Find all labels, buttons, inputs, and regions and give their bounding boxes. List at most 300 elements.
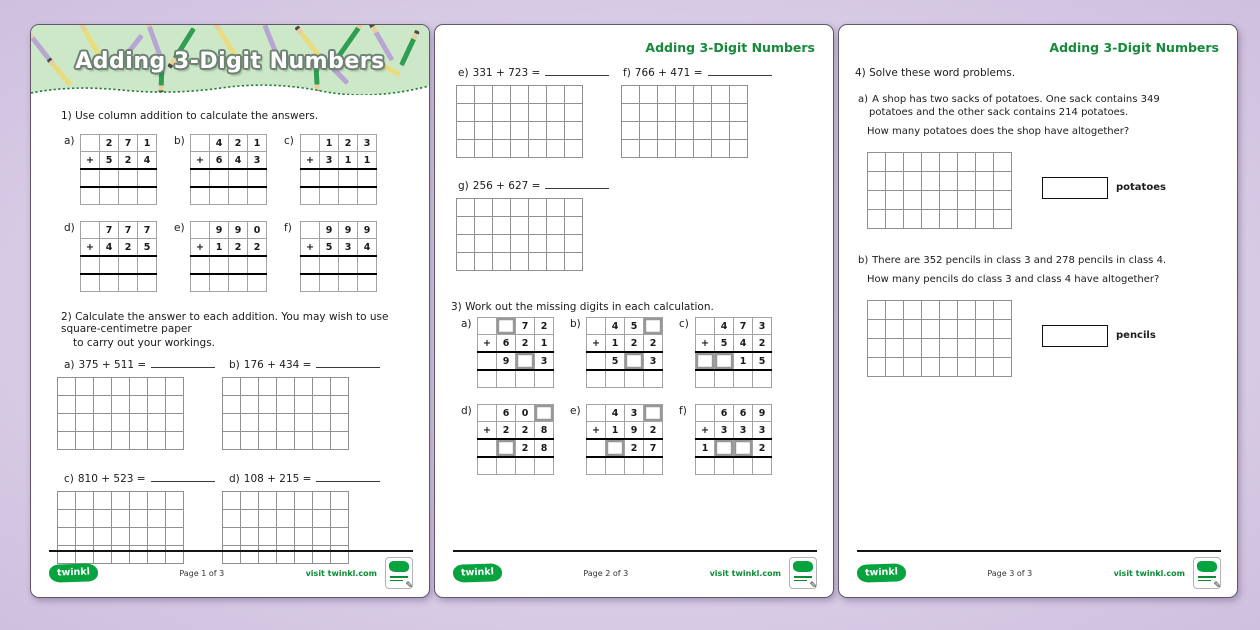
- digit-cell: [587, 318, 606, 335]
- grid-row: [696, 352, 772, 370]
- grid-cell: [994, 339, 1012, 358]
- digit-cell: 4: [210, 135, 229, 152]
- digit-cell: 1: [210, 239, 229, 257]
- plus-sign-cell: +: [587, 422, 606, 440]
- grid-row: [81, 187, 157, 205]
- grid-row: [81, 135, 157, 152]
- quality-badge: [1193, 557, 1221, 589]
- grid-row: [868, 172, 1012, 191]
- digit-cell: 3: [535, 352, 554, 370]
- page-header-title: Adding 3-Digit Numbers: [645, 40, 815, 55]
- problem-question: How many pencils do class 3 and class 4 have altogether?: [867, 274, 1160, 285]
- column-addition-grid: [695, 317, 772, 388]
- addition-working-block: [621, 65, 786, 158]
- problem-label: c): [679, 318, 689, 330]
- grid-row: [301, 256, 377, 274]
- digit-cell: 0: [516, 405, 535, 422]
- digit-cell: 2: [339, 135, 358, 152]
- digit-cell: 1: [248, 135, 267, 152]
- digit-cell: [320, 169, 339, 187]
- grid-cell: [58, 378, 76, 396]
- grid-cell: [112, 492, 130, 510]
- grid-cell: [640, 140, 658, 158]
- grid-cell: [148, 396, 166, 414]
- digit-cell: [734, 457, 753, 475]
- grid-cell: [940, 191, 958, 210]
- grid-row: [81, 222, 157, 239]
- addition-problem: [284, 221, 377, 292]
- grid-cell: [277, 432, 295, 450]
- grid-row: [301, 152, 377, 170]
- digit-cell: [358, 187, 377, 205]
- digit-cell: 2: [644, 422, 663, 440]
- digit-cell: 5: [320, 239, 339, 257]
- grid-row: [622, 122, 748, 140]
- page-number: Page 1 of 3: [179, 568, 225, 578]
- answer-unit: pencils: [1116, 330, 1156, 341]
- digit-cell: 1: [358, 152, 377, 170]
- grid-cell: [958, 172, 976, 191]
- missing-digit-box: [715, 439, 734, 457]
- grid-cell: [58, 414, 76, 432]
- grid-cell: [658, 122, 676, 140]
- grid-cell: [886, 153, 904, 172]
- grid-cell: [76, 414, 94, 432]
- grid-cell: [295, 414, 313, 432]
- digit-cell: 5: [753, 352, 772, 370]
- grid-row: [457, 86, 583, 104]
- answer-blank: [545, 65, 609, 76]
- grid-cell: [922, 153, 940, 172]
- digit-cell: [516, 457, 535, 475]
- grid-row: [191, 152, 267, 170]
- grid-cell: [223, 492, 241, 510]
- grid-cell: [565, 104, 583, 122]
- grid-row: [696, 405, 772, 422]
- digit-cell: [229, 169, 248, 187]
- grid-cell: [529, 253, 547, 271]
- grid-cell: [475, 217, 493, 235]
- digit-cell: [100, 256, 119, 274]
- grid-row: [457, 199, 583, 217]
- question3-text: 3) Work out the missing digits in each calculation.: [451, 301, 714, 313]
- grid-cell: [994, 210, 1012, 229]
- digit-cell: 7: [516, 318, 535, 335]
- grid-row: [868, 301, 1012, 320]
- equation-line: [222, 471, 387, 485]
- problem-label: g): [458, 180, 469, 192]
- grid-cell: [259, 396, 277, 414]
- digit-cell: [587, 439, 606, 457]
- grid-row: [457, 253, 583, 271]
- grid-cell: [94, 528, 112, 546]
- grid-cell: [277, 378, 295, 396]
- missing-digit-box: [606, 439, 625, 457]
- grid-cell: [622, 122, 640, 140]
- digit-cell: 6: [497, 405, 516, 422]
- addition-working-block: [456, 65, 621, 158]
- grid-cell: [166, 414, 184, 432]
- footer-right: [1114, 557, 1221, 589]
- grid-cell: [457, 253, 475, 271]
- digit-cell: [320, 256, 339, 274]
- banner-wave-edge: [31, 80, 429, 95]
- grid-cell: [130, 414, 148, 432]
- grid-cell: [529, 217, 547, 235]
- plus-sign-cell: +: [81, 239, 100, 257]
- digit-cell: 6: [210, 152, 229, 170]
- badge-text-line: [794, 576, 812, 578]
- digit-cell: 9: [497, 352, 516, 370]
- digit-cell: 8: [535, 439, 554, 457]
- column-addition-grid: [586, 317, 663, 388]
- column-addition-grid: [300, 221, 377, 292]
- digit-cell: [587, 405, 606, 422]
- grid-cell: [904, 210, 922, 229]
- grid-cell: [940, 172, 958, 191]
- equation-text: 108 + 215 =: [243, 473, 312, 485]
- grid-cell: [940, 320, 958, 339]
- digit-cell: 3: [753, 318, 772, 335]
- grid-cell: [295, 432, 313, 450]
- grid-cell: [475, 86, 493, 104]
- column-addition-grid: [300, 134, 377, 205]
- grid-cell: [259, 432, 277, 450]
- digit-cell: [81, 274, 100, 292]
- title-banner: [31, 25, 429, 95]
- grid-cell: [904, 191, 922, 210]
- plus-sign-cell: +: [301, 239, 320, 257]
- grid-cell: [904, 153, 922, 172]
- digit-cell: [734, 370, 753, 388]
- grid-cell: [223, 414, 241, 432]
- grid-cell: [493, 235, 511, 253]
- digit-cell: [81, 135, 100, 152]
- grid-cell: [475, 104, 493, 122]
- digit-cell: [478, 439, 497, 457]
- grid-cell: [904, 358, 922, 377]
- grid-cell: [241, 414, 259, 432]
- digit-cell: 9: [625, 422, 644, 440]
- grid-row: [457, 140, 583, 158]
- word-problem: [858, 255, 1237, 377]
- grid-row: [301, 187, 377, 205]
- digit-cell: [191, 135, 210, 152]
- grid-cell: [76, 510, 94, 528]
- grid-row: [223, 528, 349, 546]
- grid-cell: [223, 396, 241, 414]
- grid-cell: [457, 199, 475, 217]
- problem-text: A shop has two sacks of potatoes. One sack contains 349: [869, 94, 1160, 105]
- digit-cell: [644, 370, 663, 388]
- quality-badge: [385, 557, 413, 589]
- grid-row: [622, 86, 748, 104]
- digit-cell: 3: [644, 352, 663, 370]
- grid-row: [868, 210, 1012, 229]
- grid-cell: [730, 104, 748, 122]
- badge-text-line: [390, 576, 408, 578]
- page-footer: [857, 550, 1221, 589]
- grid-cell: [958, 320, 976, 339]
- digit-cell: [587, 370, 606, 388]
- grid-cell: [676, 140, 694, 158]
- badge-logo: [389, 561, 409, 572]
- grid-row: [191, 222, 267, 239]
- grid-cell: [313, 492, 331, 510]
- addition-working-block: [222, 357, 387, 450]
- digit-cell: 5: [606, 352, 625, 370]
- missing-digit-box: [644, 405, 663, 422]
- grid-row: [478, 422, 554, 440]
- grid-row: [478, 335, 554, 353]
- grid-row: [587, 370, 663, 388]
- digit-cell: [478, 405, 497, 422]
- grid-cell: [457, 104, 475, 122]
- problem-label: e): [570, 405, 581, 417]
- grid-cell: [94, 396, 112, 414]
- digit-cell: [696, 405, 715, 422]
- plus-sign-cell: +: [478, 422, 497, 440]
- answer-unit: potatoes: [1116, 182, 1166, 193]
- grid-cell: [640, 86, 658, 104]
- column-addition-grid: [80, 221, 157, 292]
- grid-cell: [547, 104, 565, 122]
- grid-cell: [295, 378, 313, 396]
- problem-label: b): [570, 318, 581, 330]
- digit-cell: [191, 169, 210, 187]
- grid-cell: [547, 199, 565, 217]
- grid-cell: [904, 172, 922, 191]
- page-footer: [453, 550, 817, 589]
- footer-right: [306, 557, 413, 589]
- grid-cell: [295, 492, 313, 510]
- digit-cell: [191, 222, 210, 239]
- grid-cell: [511, 199, 529, 217]
- grid-cell: [457, 86, 475, 104]
- plus-sign-cell: +: [81, 152, 100, 170]
- grid-cell: [694, 122, 712, 140]
- grid-cell: [658, 104, 676, 122]
- grid-cell: [475, 235, 493, 253]
- grid-row: [58, 492, 184, 510]
- q2-work-row-1: [57, 357, 429, 450]
- grid-cell: [259, 414, 277, 432]
- grid-cell: [958, 210, 976, 229]
- grid-row: [81, 256, 157, 274]
- problem-text-line: [858, 255, 1237, 266]
- grid-cell: [241, 432, 259, 450]
- grid-cell: [493, 253, 511, 271]
- answer-box: [1042, 325, 1108, 347]
- word-problem: [858, 94, 1237, 229]
- digit-cell: [696, 370, 715, 388]
- grid-cell: [130, 510, 148, 528]
- column-addition-grid: [477, 404, 554, 475]
- grid-cell: [331, 510, 349, 528]
- grid-row: [587, 405, 663, 422]
- digit-cell: [119, 169, 138, 187]
- square-centimetre-grid: [57, 377, 184, 450]
- grid-cell: [58, 510, 76, 528]
- digit-cell: 2: [516, 335, 535, 353]
- digit-cell: [587, 352, 606, 370]
- digit-cell: 4: [358, 239, 377, 257]
- missing-digit-box: [734, 439, 753, 457]
- grid-cell: [166, 492, 184, 510]
- grid-cell: [976, 153, 994, 172]
- column-addition-grid: [190, 134, 267, 205]
- missing-digit-box: [516, 352, 535, 370]
- grid-row: [58, 528, 184, 546]
- grid-row: [478, 439, 554, 457]
- digit-cell: [100, 169, 119, 187]
- digit-cell: 5: [100, 152, 119, 170]
- digit-cell: 2: [119, 239, 138, 257]
- addition-problem: [64, 134, 157, 205]
- digit-cell: [606, 457, 625, 475]
- digit-cell: 3: [734, 422, 753, 440]
- worksheet-page-2: [434, 24, 834, 598]
- quality-badge: [789, 557, 817, 589]
- grid-cell: [223, 378, 241, 396]
- digit-cell: 3: [625, 405, 644, 422]
- digit-cell: 3: [715, 422, 734, 440]
- digit-cell: 1: [320, 135, 339, 152]
- grid-cell: [112, 510, 130, 528]
- grid-cell: [511, 104, 529, 122]
- grid-row: [587, 335, 663, 353]
- grid-cell: [112, 432, 130, 450]
- grid-cell: [148, 432, 166, 450]
- plus-sign-cell: +: [587, 335, 606, 353]
- digit-cell: 5: [138, 239, 157, 257]
- plus-sign-cell: +: [478, 335, 497, 353]
- digit-cell: 1: [138, 135, 157, 152]
- grid-cell: [976, 358, 994, 377]
- grid-cell: [331, 414, 349, 432]
- grid-cell: [112, 378, 130, 396]
- grid-cell: [148, 510, 166, 528]
- grid-cell: [241, 510, 259, 528]
- digit-cell: 4: [229, 152, 248, 170]
- grid-cell: [511, 122, 529, 140]
- digit-cell: 1: [535, 335, 554, 353]
- plus-sign-cell: +: [301, 152, 320, 170]
- digit-cell: 2: [753, 439, 772, 457]
- grid-cell: [940, 153, 958, 172]
- grid-cell: [259, 378, 277, 396]
- grid-cell: [622, 140, 640, 158]
- grid-cell: [112, 396, 130, 414]
- grid-cell: [58, 492, 76, 510]
- grid-cell: [493, 140, 511, 158]
- grid-row: [587, 318, 663, 335]
- grid-cell: [886, 301, 904, 320]
- digit-cell: [478, 352, 497, 370]
- digit-cell: [301, 135, 320, 152]
- digit-cell: [248, 169, 267, 187]
- grid-cell: [331, 396, 349, 414]
- grid-row: [301, 169, 377, 187]
- addition-problem: [461, 317, 554, 388]
- grid-row: [696, 335, 772, 353]
- grid-cell: [886, 320, 904, 339]
- digit-cell: [339, 256, 358, 274]
- grid-cell: [457, 217, 475, 235]
- grid-cell: [712, 140, 730, 158]
- digit-cell: 2: [248, 239, 267, 257]
- badge-pencil-icon: ✎: [809, 581, 817, 591]
- digit-cell: 9: [358, 222, 377, 239]
- grid-cell: [547, 253, 565, 271]
- equation-text: 766 + 471 =: [634, 67, 703, 79]
- equation-text: 810 + 523 =: [77, 473, 146, 485]
- grid-cell: [148, 378, 166, 396]
- digit-cell: 1: [606, 335, 625, 353]
- answer-box: [1042, 177, 1108, 199]
- visit-link-text: visit twinkl.com: [1113, 568, 1185, 578]
- column-addition-grid: [80, 134, 157, 205]
- grid-cell: [277, 396, 295, 414]
- grid-row: [696, 439, 772, 457]
- digit-cell: 7: [734, 318, 753, 335]
- grid-cell: [112, 528, 130, 546]
- grid-cell: [529, 104, 547, 122]
- grid-cell: [475, 199, 493, 217]
- grid-cell: [277, 414, 295, 432]
- digit-cell: 2: [625, 439, 644, 457]
- grid-row: [223, 396, 349, 414]
- working-area: [867, 294, 1237, 377]
- problem-label: a): [858, 94, 869, 105]
- digit-cell: [753, 370, 772, 388]
- grid-cell: [529, 86, 547, 104]
- digit-cell: 3: [320, 152, 339, 170]
- column-addition-grid: [477, 317, 554, 388]
- grid-cell: [958, 358, 976, 377]
- grid-cell: [565, 122, 583, 140]
- page-number: Page 3 of 3: [987, 568, 1033, 578]
- digit-cell: [715, 370, 734, 388]
- grid-row: [301, 274, 377, 292]
- grid-cell: [712, 86, 730, 104]
- question2-text-line2: to carry out your workings.: [73, 337, 216, 349]
- badge-text-line: [1198, 576, 1216, 578]
- visit-link-text: visit twinkl.com: [709, 568, 781, 578]
- digit-cell: [210, 274, 229, 292]
- grid-cell: [547, 86, 565, 104]
- grid-cell: [976, 320, 994, 339]
- grid-cell: [886, 339, 904, 358]
- problem-label: f): [623, 67, 631, 79]
- addition-problem: [679, 317, 772, 388]
- visit-link-text: visit twinkl.com: [305, 568, 377, 578]
- grid-row: [622, 104, 748, 122]
- digit-cell: 4: [100, 239, 119, 257]
- problem-text: There are 352 pencils in class 3 and 278 pencils in class 4.: [869, 255, 1167, 266]
- grid-cell: [868, 358, 886, 377]
- digit-cell: [301, 187, 320, 205]
- addition-problem: [679, 404, 772, 475]
- problem-label: e): [174, 222, 185, 234]
- twinkl-logo: twinkl: [857, 563, 907, 583]
- digit-cell: 2: [119, 152, 138, 170]
- question1-text: 1) Use column addition to calculate the answers.: [61, 110, 319, 122]
- digit-cell: [696, 318, 715, 335]
- grid-cell: [922, 210, 940, 229]
- equation-text: 176 + 434 =: [243, 359, 312, 371]
- grid-row: [191, 135, 267, 152]
